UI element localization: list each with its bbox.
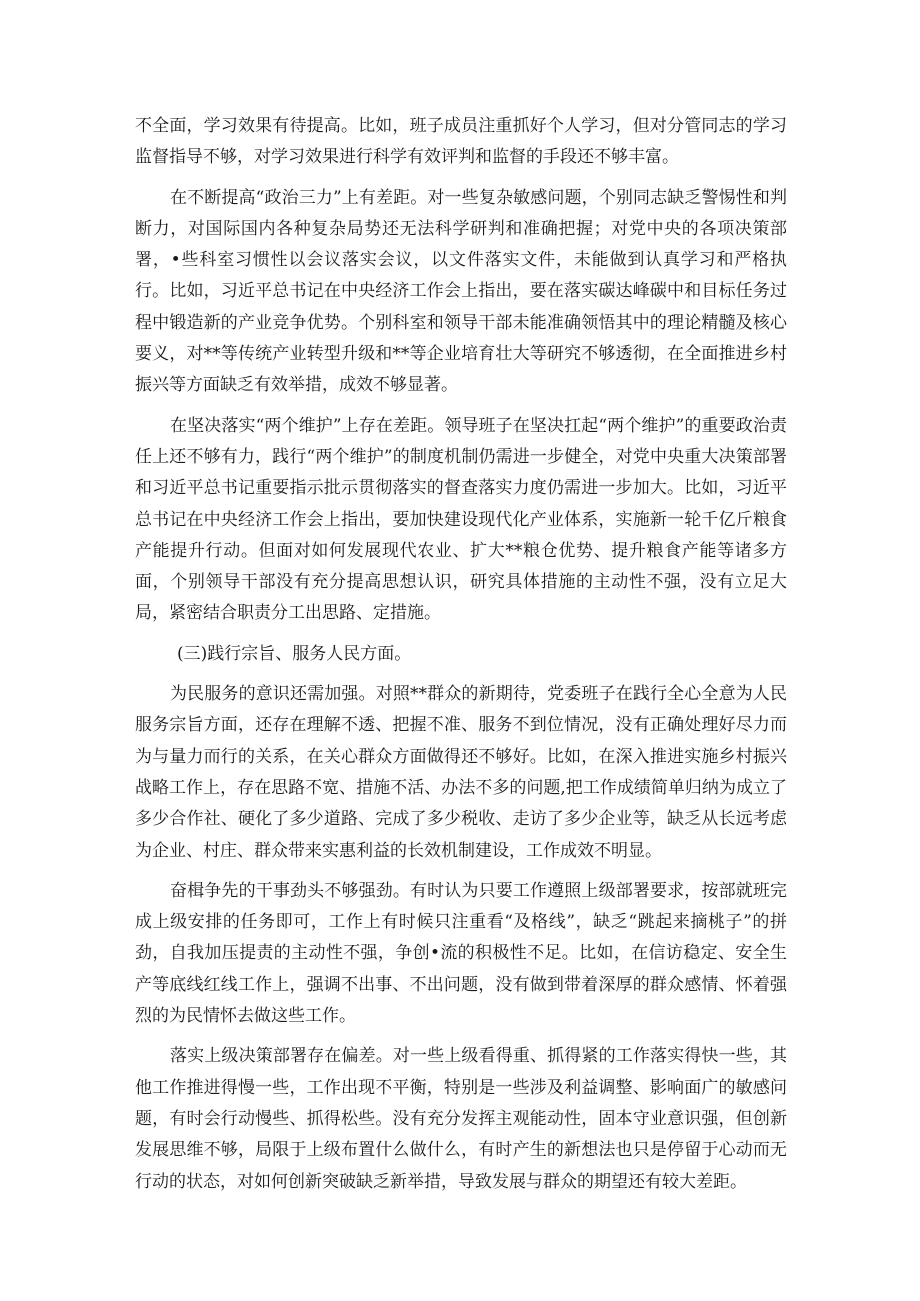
section-heading-serve-people: (三)践行宗旨、服务人民方面。 <box>177 643 412 664</box>
paragraph-work-drive: 奋楫争先的干事劲头不够强劲。有时认为只要工作遵照上级部署要求，按部就班完成上级安排的任务即可，工作上有时候只注重看“及格线”，缺乏“跳起来摘桃子”的拼劲，自我加压提责的主动性不强，争创•流的积极性不足。比如，在信访稳定、安全生产等底线红线工作上，强调不出事、不出问题，没有做到带着深厚的群众感情、怀着强烈的为民情怀去做这些工作。 <box>135 880 787 1027</box>
paragraph-service-awareness: 为民服务的意识还需加强。对照**群众的新期待，党委班子在践行全心全意为人民服务宗旨方面，还存在理解不透、把握不准、服务不到位情况，没有正确处理好尽力而为与量力而行的关系，在关心群众方面做得还不够好。比如，在深入推进实施乡村振兴战略工作上，存在思路不宽、措施不活、办法不多的问题,把工作成绩简单归纳为成立了多少合作社、硬化了多少道路、完成了多少税收、走访了多少企业等，缺乏从长远考虑为企业、村庄、群众带来实惠利益的长效机制建设，工作成效不明显。 <box>135 684 787 861</box>
paragraph-study-effect: 不全面，学习效果有待提高。比如，班子成员注重抓好个人学习，但对分管同志的学习监督指导不够，对学习效果进行科学有效评判和监督的手段还不够丰富。 <box>135 116 787 168</box>
document-body <box>135 111 787 1207</box>
paragraph-two-safeguards: 在坚决落实“两个维护”上存在差距。领导班子在坚决扛起“两个维护”的重要政治责任上还不够有力，践行“两个维护”的制度机制仍需进一步健全，对党中央重大决策部署和习近平总书记重要指示批示贯彻落实的督查落实力度仍需进一步加大。比如，习近平总书记在中央经济工作会上指出，要加快建设现代化产业体系，实施新一轮千亿斤粮食产能提升行动。但面对如何发展现代农业、扩大**粮仓优势、提升粮食产能等诸多方面，个别领导干部没有充分提高思想认识，研究具体措施的主动性不强，没有立足大局，紧密结合职责分工出思路、定措施。 <box>135 415 787 624</box>
paragraph-implementation-deviation: 落实上级决策部署存在偏差。对一些上级看得重、抓得紧的工作落实得快一些，其他工作推进得慢一些，工作出现不平衡，特别是一些涉及利益调整、影响面广的敏感问题，有时会行动慢些、抓得松些。没有充分发挥主观能动性，固本守业意识强，但创新发展思维不够，局限于上级布置什么做什么，有时产生的新想法也只是停留于心动而无行动的状态，对如何创新突破缺乏新举措，导致发展与群众的期望还有较大差距。 <box>135 1046 787 1192</box>
paragraph-political-ability: 在不断提高“政治三力”上有差距。对一些复杂敏感问题，个别同志缺乏警惕性和判断力，对国际国内各种复杂局势还无法科学研判和准确把握；对党中央的各项决策部署，•些科室习惯性以会议落实会议，以文件落实文件，未能做到认真学习和严格执行。比如，习近平总书记在中央经济工作会上指出，要在落实碳达峰碳中和目标任务过程中锻造新的产业竞争优势。个别科室和领导干部未能准确领悟其中的理论精髓及核心要义，对**等传统产业转型升级和**等企业培育壮大等研究不够透彻，在全面推进乡村振兴等方面缺乏有效举措，成效不够显著。 <box>135 187 787 396</box>
